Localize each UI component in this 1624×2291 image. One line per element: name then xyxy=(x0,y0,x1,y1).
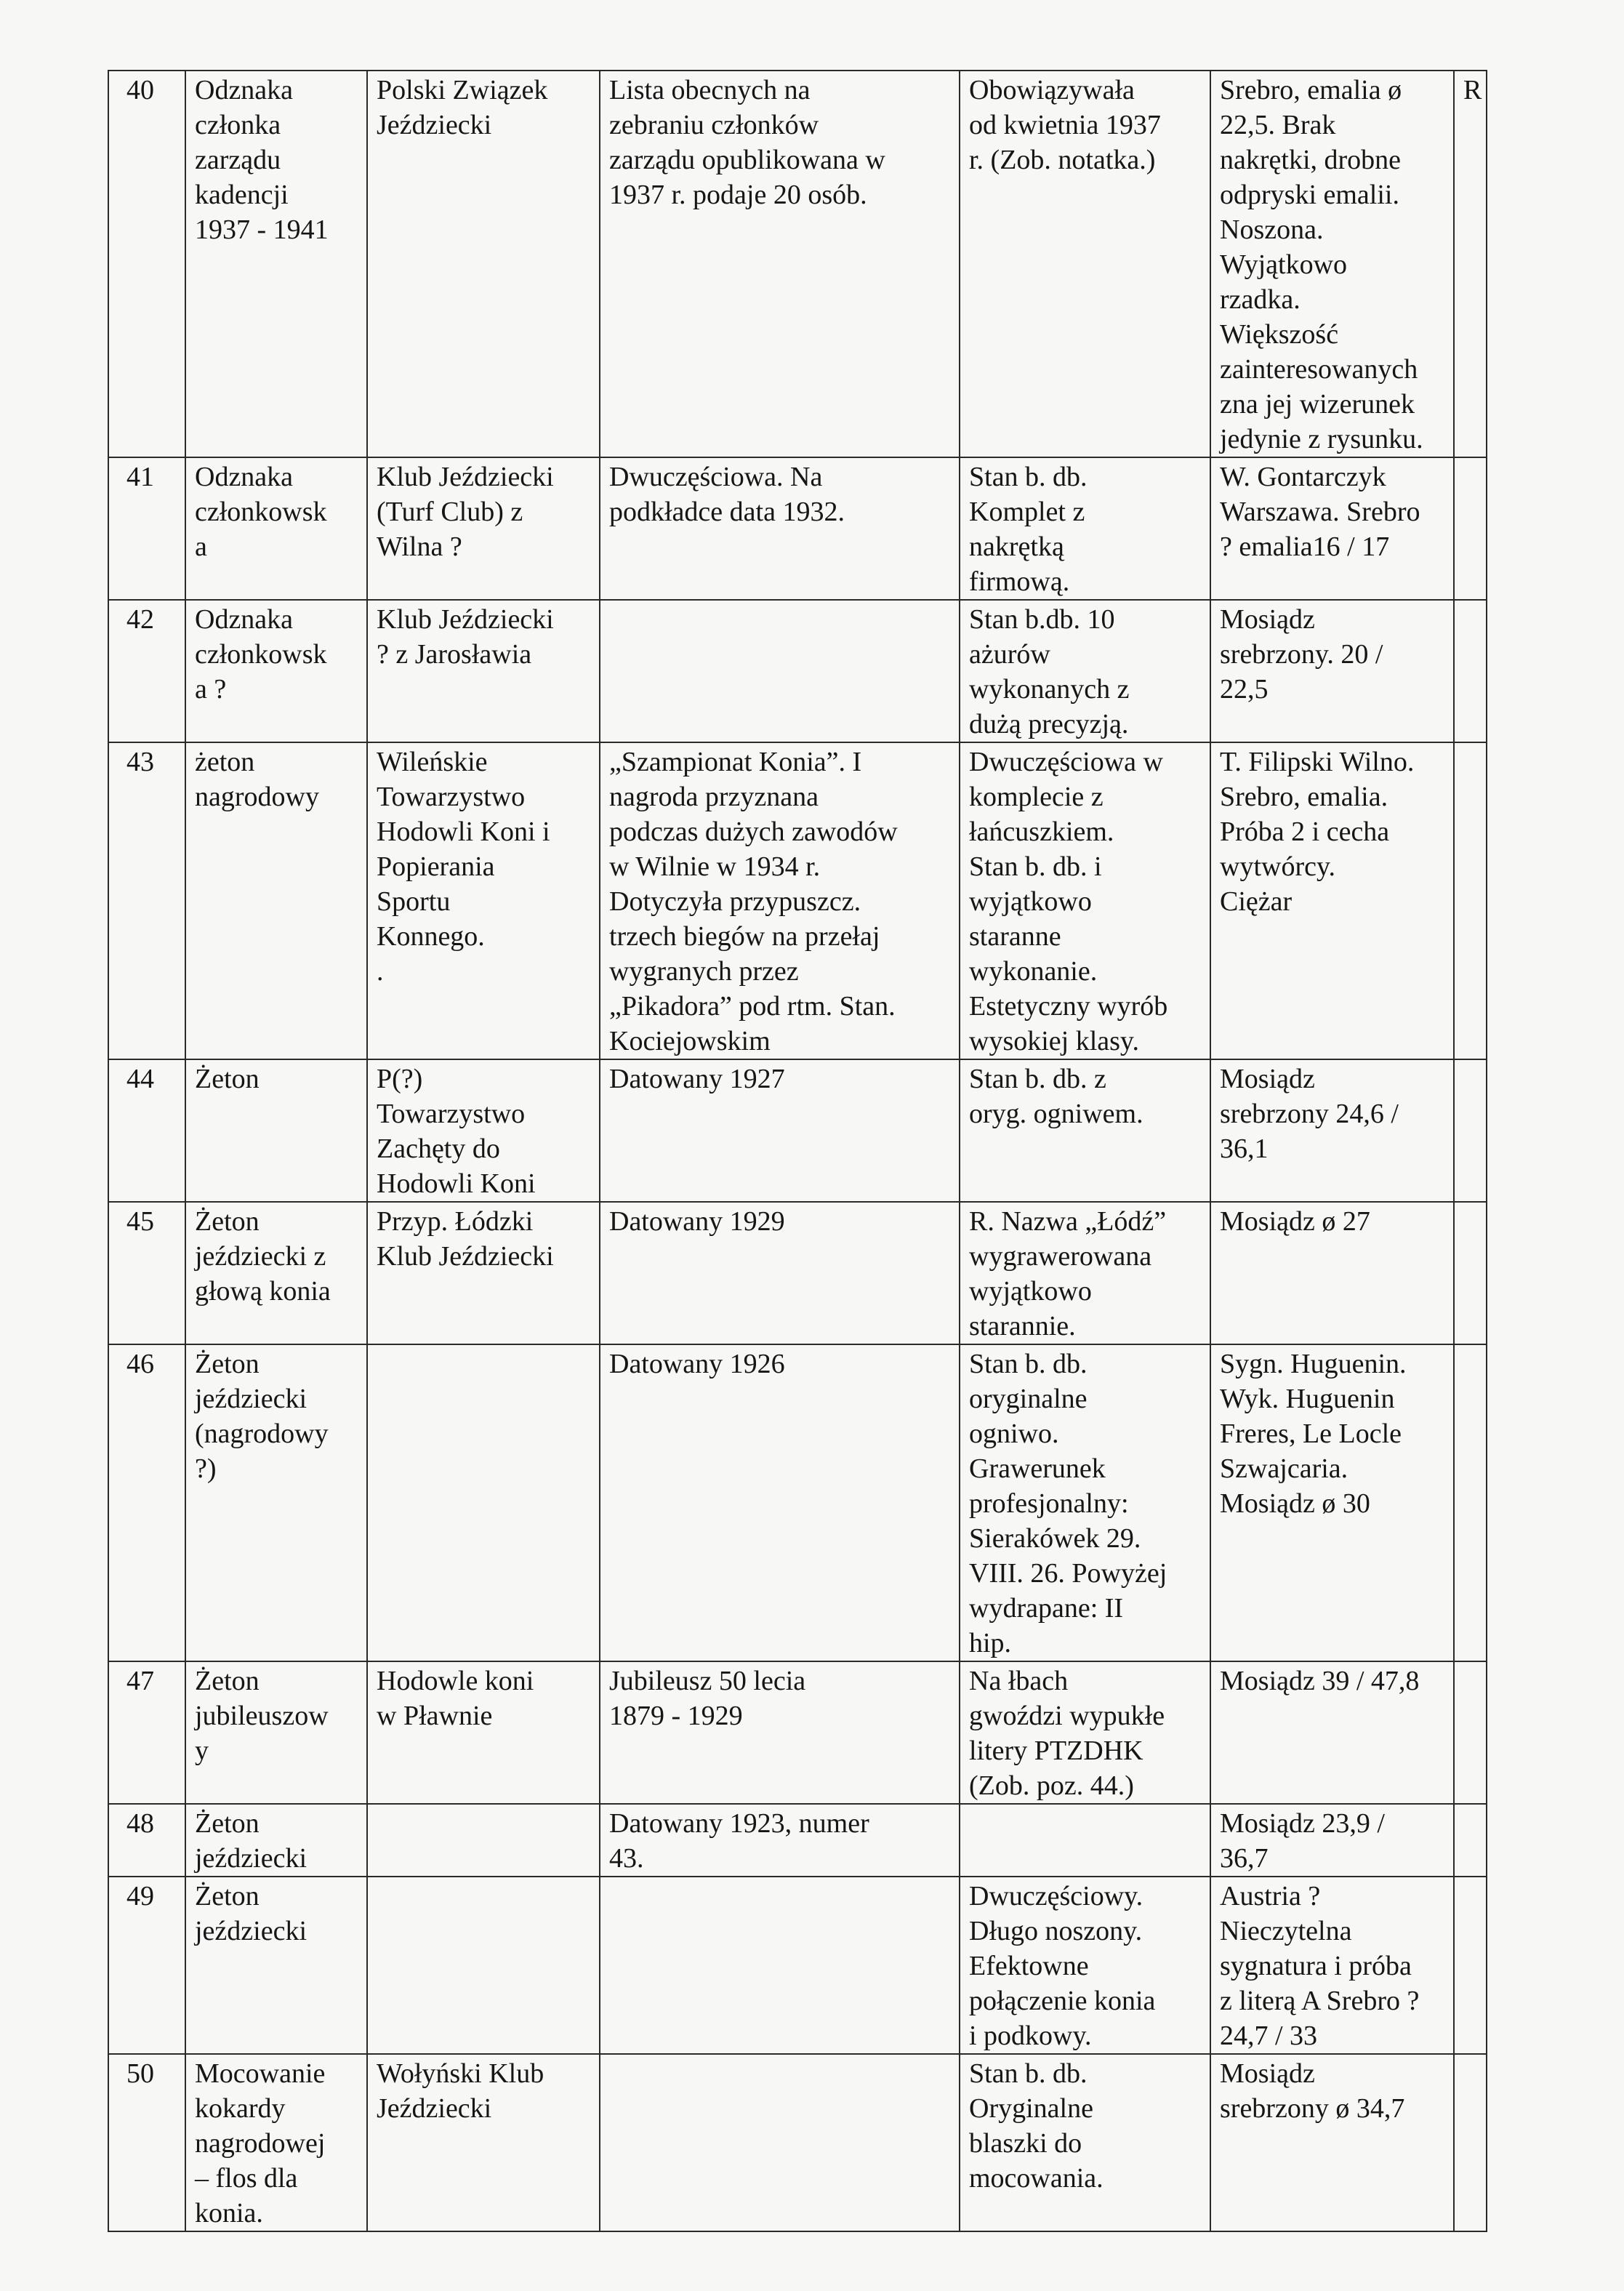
catalog-table xyxy=(108,70,1487,2232)
item-material: Mosiądz 23,9 / 36,7 xyxy=(1210,1804,1454,1877)
item-material: Srebro, emalia ø 22,5. Brak nakrętki, drobne odpryski emalii. Noszona. Wyjątkowo rzadka. Większość zainteresowanych zna jej wizerunek jedynie z rysunku. xyxy=(1210,71,1454,457)
item-name: Żeton jubileuszow y xyxy=(185,1661,367,1804)
item-description xyxy=(600,600,960,742)
item-number: 49 xyxy=(108,1877,185,2054)
item-description: Datowany 1929 xyxy=(600,1202,960,1344)
item-rarity xyxy=(1454,2054,1487,2231)
item-name: Odznaka członkowsk a ? xyxy=(185,600,367,742)
item-organization: Przyp. Łódzki Klub Jeździecki xyxy=(367,1202,600,1344)
table-row xyxy=(108,2054,1487,2231)
item-organization: Hodowle koni w Pławnie xyxy=(367,1661,600,1804)
item-organization: Polski Związek Jeździecki xyxy=(367,71,600,457)
item-condition: Stan b.db. 10 ażurów wykonanych z dużą precyzją. xyxy=(960,600,1210,742)
item-condition: Obowiązywała od kwietnia 1937 r. (Zob. notatka.) xyxy=(960,71,1210,457)
item-rarity xyxy=(1454,1344,1487,1661)
item-name: Żeton jeździecki (nagrodowy ?) xyxy=(185,1344,367,1661)
item-material: Sygn. Huguenin. Wyk. Huguenin Freres, Le Locle Szwajcaria. Mosiądz ø 30 xyxy=(1210,1344,1454,1661)
item-rarity: R xyxy=(1454,71,1487,457)
item-organization: Wileńskie Towarzystwo Hodowli Koni i Popierania Sportu Konnego. . xyxy=(367,742,600,1059)
item-number: 42 xyxy=(108,600,185,742)
item-organization: Wołyński Klub Jeździecki xyxy=(367,2054,600,2231)
table-row xyxy=(108,742,1487,1059)
item-rarity xyxy=(1454,457,1487,600)
item-rarity xyxy=(1454,1202,1487,1344)
item-number: 50 xyxy=(108,2054,185,2231)
item-condition: Na łbach gwoździ wypukłe litery PTZDHK (Zob. poz. 44.) xyxy=(960,1661,1210,1804)
item-rarity xyxy=(1454,1661,1487,1804)
item-rarity xyxy=(1454,1804,1487,1877)
table-row xyxy=(108,1804,1487,1877)
table-row xyxy=(108,1877,1487,2054)
item-organization xyxy=(367,1804,600,1877)
item-description: Datowany 1923, numer 43. xyxy=(600,1804,960,1877)
item-description: Dwuczęściowa. Na podkładce data 1932. xyxy=(600,457,960,600)
item-description: „Szampionat Konia”. I nagroda przyznana podczas dużych zawodów w Wilnie w 1934 r. Dotyczyła przypuszcz. trzech biegów na przełaj wygranych przez „Pikadora” pod rtm. Stan. Kociejowskim xyxy=(600,742,960,1059)
item-organization: Klub Jeździecki (Turf Club) z Wilna ? xyxy=(367,457,600,600)
item-condition xyxy=(960,1804,1210,1877)
table-row xyxy=(108,1344,1487,1661)
item-material: Mosiądz srebrzony 24,6 / 36,1 xyxy=(1210,1059,1454,1202)
item-name: Odznaka członkowsk a xyxy=(185,457,367,600)
item-condition: Dwuczęściowy. Długo noszony. Efektowne połączenie konia i podkowy. xyxy=(960,1877,1210,2054)
item-organization: P(?) Towarzystwo Zachęty do Hodowli Koni xyxy=(367,1059,600,1202)
item-number: 44 xyxy=(108,1059,185,1202)
item-rarity xyxy=(1454,1059,1487,1202)
item-name: Żeton jeździecki xyxy=(185,1877,367,2054)
item-material: Austria ? Nieczytelna sygnatura i próba z literą A Srebro ? 24,7 / 33 xyxy=(1210,1877,1454,2054)
item-number: 48 xyxy=(108,1804,185,1877)
item-name: żeton nagrodowy xyxy=(185,742,367,1059)
item-name: Żeton xyxy=(185,1059,367,1202)
item-number: 40 xyxy=(108,71,185,457)
item-rarity xyxy=(1454,742,1487,1059)
item-organization xyxy=(367,1344,600,1661)
item-name: Mocowanie kokardy nagrodowej – flos dla konia. xyxy=(185,2054,367,2231)
item-number: 47 xyxy=(108,1661,185,1804)
table-row xyxy=(108,600,1487,742)
table-row xyxy=(108,1059,1487,1202)
item-material: Mosiądz srebrzony ø 34,7 xyxy=(1210,2054,1454,2231)
item-condition: Stan b. db. z oryg. ogniwem. xyxy=(960,1059,1210,1202)
item-description: Datowany 1926 xyxy=(600,1344,960,1661)
item-number: 43 xyxy=(108,742,185,1059)
item-number: 45 xyxy=(108,1202,185,1344)
item-material: W. Gontarczyk Warszawa. Srebro ? emalia16 / 17 xyxy=(1210,457,1454,600)
item-material: T. Filipski Wilno. Srebro, emalia. Próba 2 i cecha wytwórcy. Ciężar xyxy=(1210,742,1454,1059)
item-name: Żeton jeździecki z głową konia xyxy=(185,1202,367,1344)
table-row xyxy=(108,1202,1487,1344)
item-description xyxy=(600,1877,960,2054)
item-material: Mosiądz ø 27 xyxy=(1210,1202,1454,1344)
item-rarity xyxy=(1454,1877,1487,2054)
table-row xyxy=(108,71,1487,457)
item-name: Żeton jeździecki xyxy=(185,1804,367,1877)
item-condition: Dwuczęściowa w komplecie z łańcuszkiem. Stan b. db. i wyjątkowo staranne wykonanie. Estetyczny wyrób wysokiej klasy. xyxy=(960,742,1210,1059)
table-row xyxy=(108,457,1487,600)
item-number: 46 xyxy=(108,1344,185,1661)
item-description xyxy=(600,2054,960,2231)
item-name: Odznaka członka zarządu kadencji 1937 - 1941 xyxy=(185,71,367,457)
item-organization xyxy=(367,1877,600,2054)
item-rarity xyxy=(1454,600,1487,742)
item-description: Datowany 1927 xyxy=(600,1059,960,1202)
item-condition: Stan b. db. Komplet z nakrętką firmową. xyxy=(960,457,1210,600)
item-condition: Stan b. db. Oryginalne blaszki do mocowania. xyxy=(960,2054,1210,2231)
item-organization: Klub Jeździecki ? z Jarosławia xyxy=(367,600,600,742)
item-description: Jubileusz 50 lecia 1879 - 1929 xyxy=(600,1661,960,1804)
table-row xyxy=(108,1661,1487,1804)
item-condition: Stan b. db. oryginalne ogniwo. Grawerunek profesjonalny: Sierakówek 29. VIII. 26. Powyżej wydrapane: II hip. xyxy=(960,1344,1210,1661)
item-number: 41 xyxy=(108,457,185,600)
item-description: Lista obecnych na zebraniu członków zarządu opublikowana w 1937 r. podaje 20 osób. xyxy=(600,71,960,457)
item-material: Mosiądz srebrzony. 20 / 22,5 xyxy=(1210,600,1454,742)
item-condition: R. Nazwa „Łódź” wygrawerowana wyjątkowo starannie. xyxy=(960,1202,1210,1344)
item-material: Mosiądz 39 / 47,8 xyxy=(1210,1661,1454,1804)
